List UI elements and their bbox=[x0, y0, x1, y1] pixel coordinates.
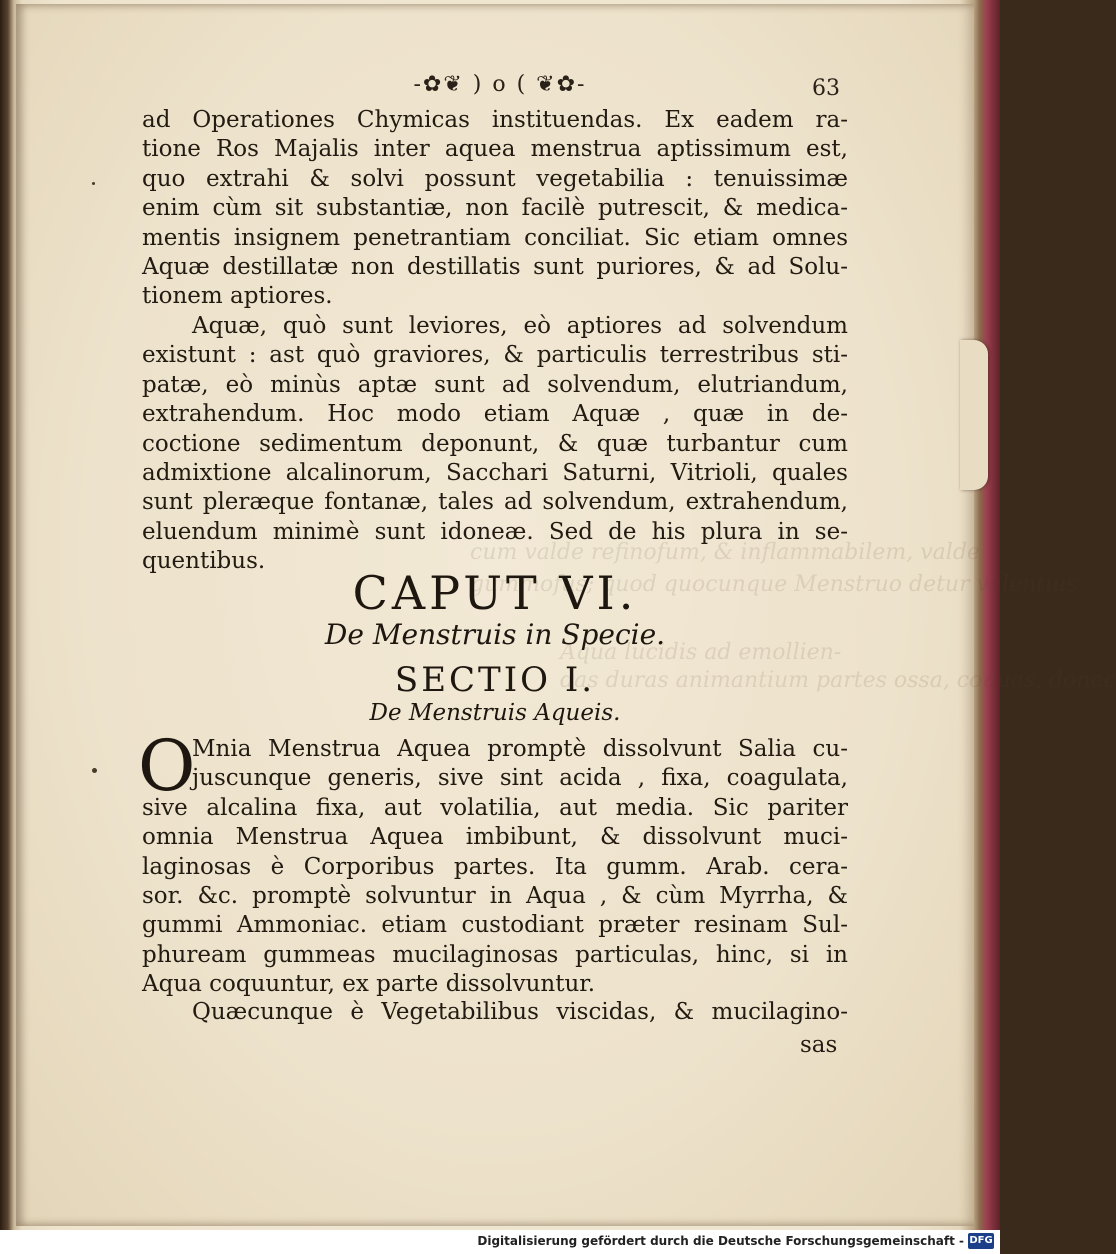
paragraph-2 bbox=[142, 312, 848, 577]
section-subtitle: De Menstruis Aqueis. bbox=[369, 700, 621, 726]
funding-credit: Digitalisierung gefördert durch die Deutsche Forschungsgemeinschaft - bbox=[477, 1234, 964, 1248]
text-line: quo extrahi & solvi possunt vegetabilia : tenuissimæ bbox=[142, 165, 848, 192]
text-line: quentibus. bbox=[142, 548, 266, 575]
text-line: phuream gummeas mucilaginosas particulas, hinc, si in bbox=[142, 941, 848, 968]
paragraph-3 bbox=[138, 725, 848, 1000]
dfg-logo: DFG bbox=[968, 1233, 994, 1249]
text-line: patæ, eò minùs aptæ sunt ad solvendum, elutriandum, bbox=[142, 371, 848, 398]
bleed-through: das duras animantium partes ossa, coquas, donec bbox=[560, 668, 1116, 693]
text-line: Mnia Menstrua Aquea promptè dissolvunt Salia cu- bbox=[192, 736, 848, 762]
text-line: mentis insignem penetrantiam conciliat. Sic etiam omnes bbox=[142, 224, 848, 251]
paper-speck bbox=[92, 768, 97, 773]
header-ornament: -✿❦ ) o ( ❦✿- bbox=[413, 72, 587, 97]
book-edge bbox=[974, 0, 1000, 1230]
text-line: Aquæ destillatæ non destillatis sunt puriores, & ad Solu- bbox=[142, 254, 848, 281]
paragraph-4 bbox=[142, 998, 848, 1027]
text-line: coctione sedimentum deponunt, & quæ turbantur cum bbox=[142, 430, 848, 457]
text-line: admixtione alcalinorum, Sacchari Saturni, Vitrioli, quales bbox=[142, 460, 848, 487]
text-line: sor. &c. promptè solvuntur in Aqua , & cùm Myrrha, & bbox=[142, 883, 848, 910]
text-line: juscunque generis, sive sint acida , fixa, coagulata, bbox=[192, 765, 848, 792]
text-line: laginosas è Corporibus partes. Ita gumm. Arab. cera- bbox=[142, 853, 848, 880]
bleed-through: cum valde refinofum, & inflammabilem, valde bbox=[470, 540, 980, 565]
text-line: eluendum minimè sunt idoneæ. Sed de his plura in se- bbox=[142, 518, 848, 545]
page-tab bbox=[960, 340, 988, 490]
text-line: ad Operationes Chymicas instituendas. Ex eadem ra- bbox=[142, 107, 848, 133]
text-line: existunt : ast quò graviores, & particulis terrestribus sti- bbox=[142, 342, 848, 369]
text-line: sive alcalina fixa, aut volatilia, aut media. Sic pariter bbox=[142, 794, 848, 821]
text-line: tione Ros Majalis inter aquea menstrua aptissimum est, bbox=[142, 136, 848, 163]
text-line: extrahendum. Hoc modo etiam Aquæ , quæ in de- bbox=[142, 401, 848, 428]
paper-speck bbox=[92, 182, 95, 185]
footer-bar bbox=[0, 1230, 1000, 1254]
text-line: tionem aptiores. bbox=[142, 283, 333, 310]
paragraph-1 bbox=[142, 106, 848, 312]
text-line: omnia Menstrua Aquea imbibunt, & dissolvunt muci- bbox=[142, 824, 848, 851]
drop-cap: O bbox=[138, 725, 196, 807]
chapter-title: CAPUT VI. bbox=[352, 566, 638, 620]
catchword: sas bbox=[800, 1032, 838, 1058]
text-line: Aqua coquuntur, ex parte dissolvuntur. bbox=[142, 971, 596, 998]
running-header bbox=[140, 70, 850, 106]
text-line: Aquæ, quò sunt leviores, eò aptiores ad solvendum bbox=[192, 313, 848, 339]
bleed-through: gummofus; quod quocunque Menstruo detur valentius bbox=[470, 572, 1078, 597]
page-number: 63 bbox=[812, 76, 840, 101]
chapter-subtitle: De Menstruis in Specie. bbox=[324, 618, 666, 651]
text-line: Quæcunque è Vegetabilibus viscidas, & mucilagino- bbox=[192, 999, 848, 1025]
text-line: enim cùm sit substantiæ, non facilè putrescit, & medica- bbox=[142, 195, 848, 222]
section-title: SECTIO I. bbox=[394, 660, 596, 700]
text-line: sunt pleræque fontanæ, tales ad solvendum, extrahendum, bbox=[142, 489, 848, 516]
text-line: gummi Ammoniac. etiam custodiant præter resinam Sul- bbox=[142, 912, 848, 939]
bleed-through: Aqua lucidis ad emollien- bbox=[560, 640, 842, 665]
